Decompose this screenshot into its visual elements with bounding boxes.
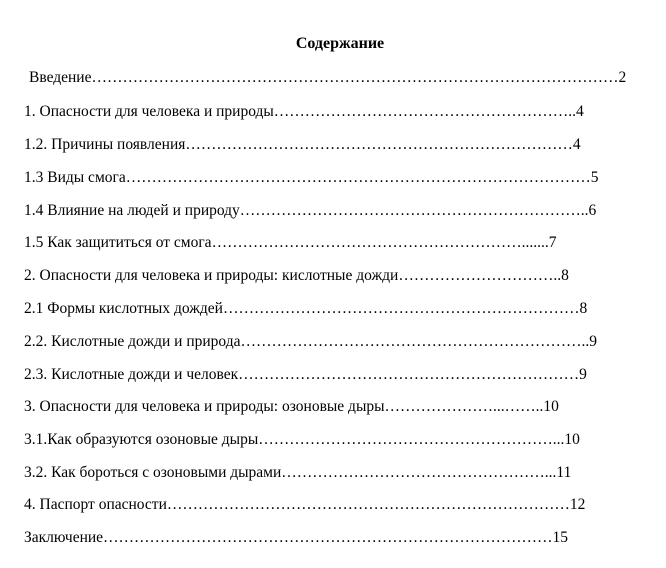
toc-entry-4 [24,495,656,515]
toc-entry-text: 1.5 Как защититься от смога…………………………………………………….......7 [24,234,557,251]
toc-entry-text: 1.2. Причины появления…………………………………………………………………4 [24,136,581,153]
toc-entry-2 [24,266,656,286]
toc-entry-conclusion [24,528,656,548]
toc-entry-text: 2.2. Кислотные дожди и природа…………………………………………………………..9 [24,333,598,350]
toc-entry-text: 3.1.Как образуются озоновые дыры…………………………………………………...10 [24,431,580,448]
toc-entry-2-2 [24,332,656,352]
toc-entry-1-4 [24,201,656,221]
toc-title: Содержание [295,35,385,52]
toc-entry-text: 4. Паспорт опасности……………………………………………………………………12 [24,496,586,513]
toc-entry-text: Заключение……………………………………………………………………………15 [24,529,569,546]
toc-entry-1-3 [24,168,656,188]
toc-entry-3-1 [24,430,656,450]
toc-entry-introduction [24,68,656,88]
toc-entry-2-1 [24,299,656,319]
toc-entry-text: 1.4 Влияние на людей и природу…………………………………………………………..6 [24,202,597,219]
toc-entry-1 [24,102,656,122]
toc-entry-text: Введение…………………………………………………………………………………………2 [29,69,627,86]
toc-entry-text: 2. Опасности для человека и природы: кислотные дожди…………………………..8 [24,267,569,284]
toc-entry-3 [24,397,656,417]
toc-entry-2-3 [24,365,656,385]
toc-entry-text: 3.2. Как бороться с озоновыми дырами……………………………………………...11 [24,464,572,481]
toc-entry-text: 1. Опасности для человека и природы…………………………………………………..4 [24,103,584,120]
toc-entry-1-2 [24,135,656,155]
toc-entry-text: 3. Опасности для человека и природы: озоновые дыры…………………...……..10 [24,398,559,415]
toc-entry-1-5 [24,233,656,253]
toc-entry-text: 2.3. Кислотные дожди и человек…………………………………………………………9 [24,366,587,383]
toc-entry-text: 1.3 Виды смога………………………………………………………………………………5 [24,169,599,186]
toc-entry-text: 2.1 Формы кислотных дождей……………………………………………………………8 [24,300,588,317]
toc-entry-3-2 [24,463,656,483]
